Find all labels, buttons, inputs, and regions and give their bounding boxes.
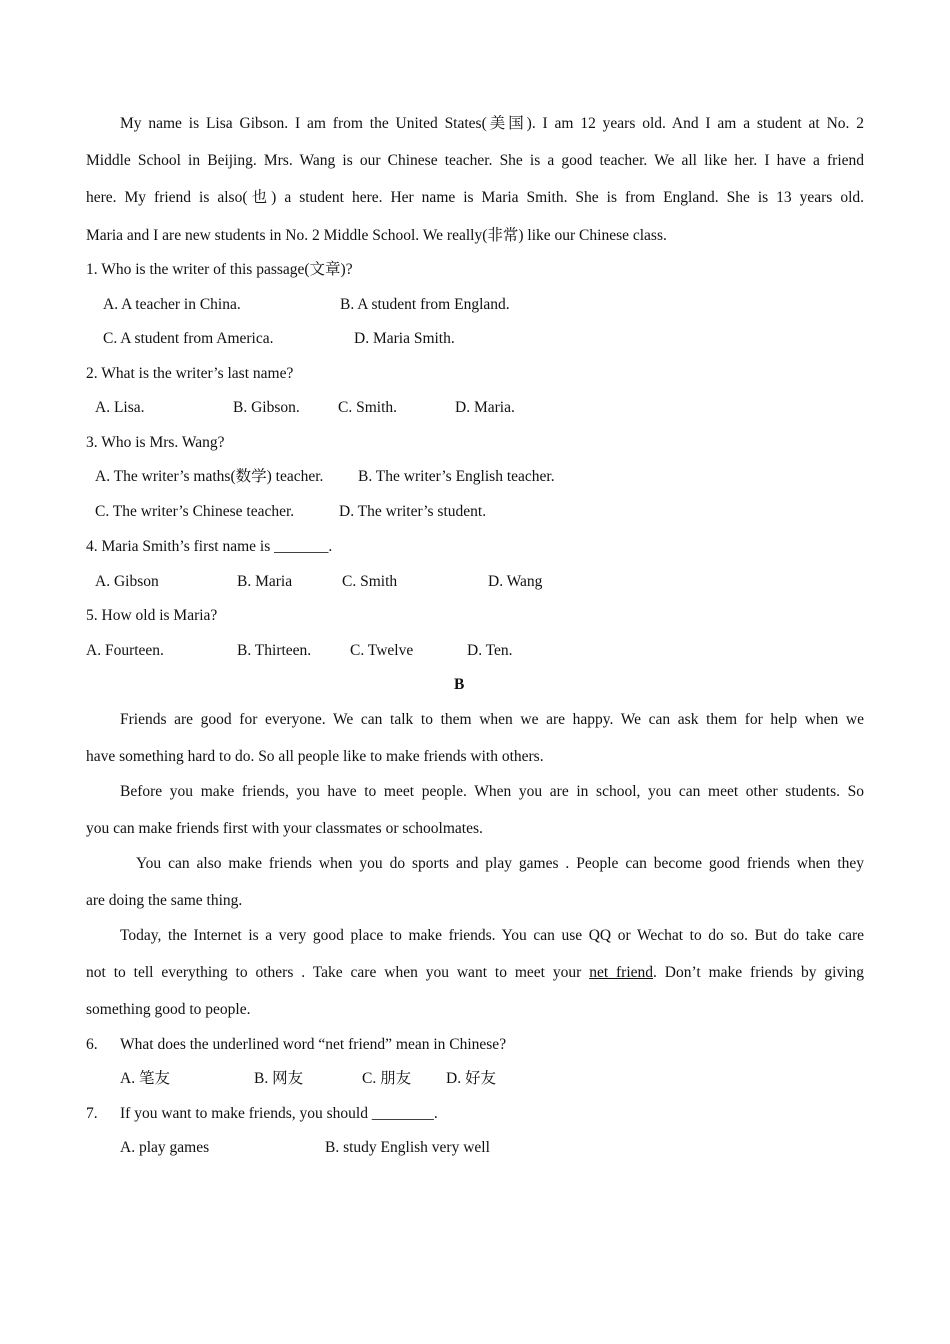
q6-option-b: B. 网友: [254, 1070, 304, 1087]
passage-b-p4-line-2-before: not to tell everything to others . Take care when you want to meet your: [86, 964, 590, 981]
underlined-net-friend: net friend: [589, 964, 654, 981]
section-b-heading: B: [454, 676, 465, 693]
q4-option-a: A. Gibson: [95, 573, 159, 590]
question-4: 4. Maria Smith’s first name is _______.: [86, 538, 333, 555]
passage-b-p1-line-1: Friends are good for everyone. We can talk to them when we are happy. We can ask them for help when we: [120, 711, 864, 728]
passage-b-p4-line-2: [86, 963, 864, 983]
q5-option-a: A. Fourteen.: [86, 642, 164, 659]
question-7: If you want to make friends, you should ________.: [120, 1105, 438, 1122]
q6-option-a: A. 笔友: [120, 1070, 170, 1087]
question-7-number: 7.: [86, 1105, 98, 1122]
passage-a-line-2: Middle School in Beijing. Mrs. Wang is our Chinese teacher. She is a good teacher. We all like her. I have a friend: [86, 152, 864, 169]
q1-option-c: C. A student from America.: [103, 330, 274, 347]
passage-a-line-1: My name is Lisa Gibson. I am from the United States(美国). I am 12 years old. And I am a student at No. 2: [120, 115, 864, 132]
question-1: 1. Who is the writer of this passage(文章)?: [86, 261, 353, 278]
q1-option-d: D. Maria Smith.: [354, 330, 455, 347]
question-3: 3. Who is Mrs. Wang?: [86, 434, 225, 451]
q3-option-c: C. The writer’s Chinese teacher.: [95, 503, 295, 520]
q2-option-b: B. Gibson.: [233, 399, 300, 416]
passage-a-line-3: here. My friend is also(也) a student here. Her name is Maria Smith. She is from England. She is 13 years old.: [86, 189, 864, 206]
q5-option-d: D. Ten.: [467, 642, 513, 659]
passage-b-p3-line-2: are doing the same thing.: [86, 892, 243, 909]
question-6-number: 6.: [86, 1036, 98, 1053]
q2-option-c: C. Smith.: [338, 399, 398, 416]
question-5: 5. How old is Maria?: [86, 607, 218, 624]
q3-option-a: A. The writer’s maths(数学) teacher.: [95, 468, 324, 485]
passage-b-p4-line-1: Today, the Internet is a very good place to make friends. You can use QQ or Wechat to do so. But do take care: [120, 927, 864, 944]
q3-option-d: D. The writer’s student.: [339, 503, 487, 520]
question-6: What does the underlined word “net friend” mean in Chinese?: [120, 1036, 507, 1053]
q1-option-a: A. A teacher in China.: [103, 296, 241, 313]
passage-b-p4-line-3: something good to people.: [86, 1001, 251, 1018]
q7-option-b: B. study English very well: [325, 1139, 490, 1156]
passage-b-p3-line-1: You can also make friends when you do sports and play games . People can become good friends when they: [136, 855, 864, 872]
q1-option-b: B. A student from England.: [340, 296, 510, 313]
q2-option-a: A. Lisa.: [95, 399, 145, 416]
q2-option-d: D. Maria.: [455, 399, 515, 416]
q4-option-d: D. Wang: [488, 573, 543, 590]
q6-option-d: D. 好友: [446, 1070, 496, 1087]
q6-option-c: C. 朋友: [362, 1070, 412, 1087]
passage-a-line-4: Maria and I are new students in No. 2 Middle School. We really(非常) like our Chinese class.: [86, 227, 667, 244]
passage-b-p2-line-1: Before you make friends, you have to meet people. When you are in school, you can meet other students. So: [120, 783, 864, 800]
q5-option-c: C. Twelve: [350, 642, 414, 659]
q7-option-a: A. play games: [120, 1139, 210, 1156]
q3-option-b: B. The writer’s English teacher.: [358, 468, 555, 485]
passage-b-p2-line-2: you can make friends first with your classmates or schoolmates.: [86, 820, 483, 837]
question-2: 2. What is the writer’s last name?: [86, 365, 294, 382]
passage-b-p4-line-2-after: . Don’t make friends by giving: [653, 964, 864, 981]
q4-option-b: B. Maria: [237, 573, 293, 590]
q4-option-c: C. Smith: [342, 573, 398, 590]
q5-option-b: B. Thirteen.: [237, 642, 312, 659]
passage-b-p1-line-2: have something hard to do. So all people like to make friends with others.: [86, 748, 544, 765]
